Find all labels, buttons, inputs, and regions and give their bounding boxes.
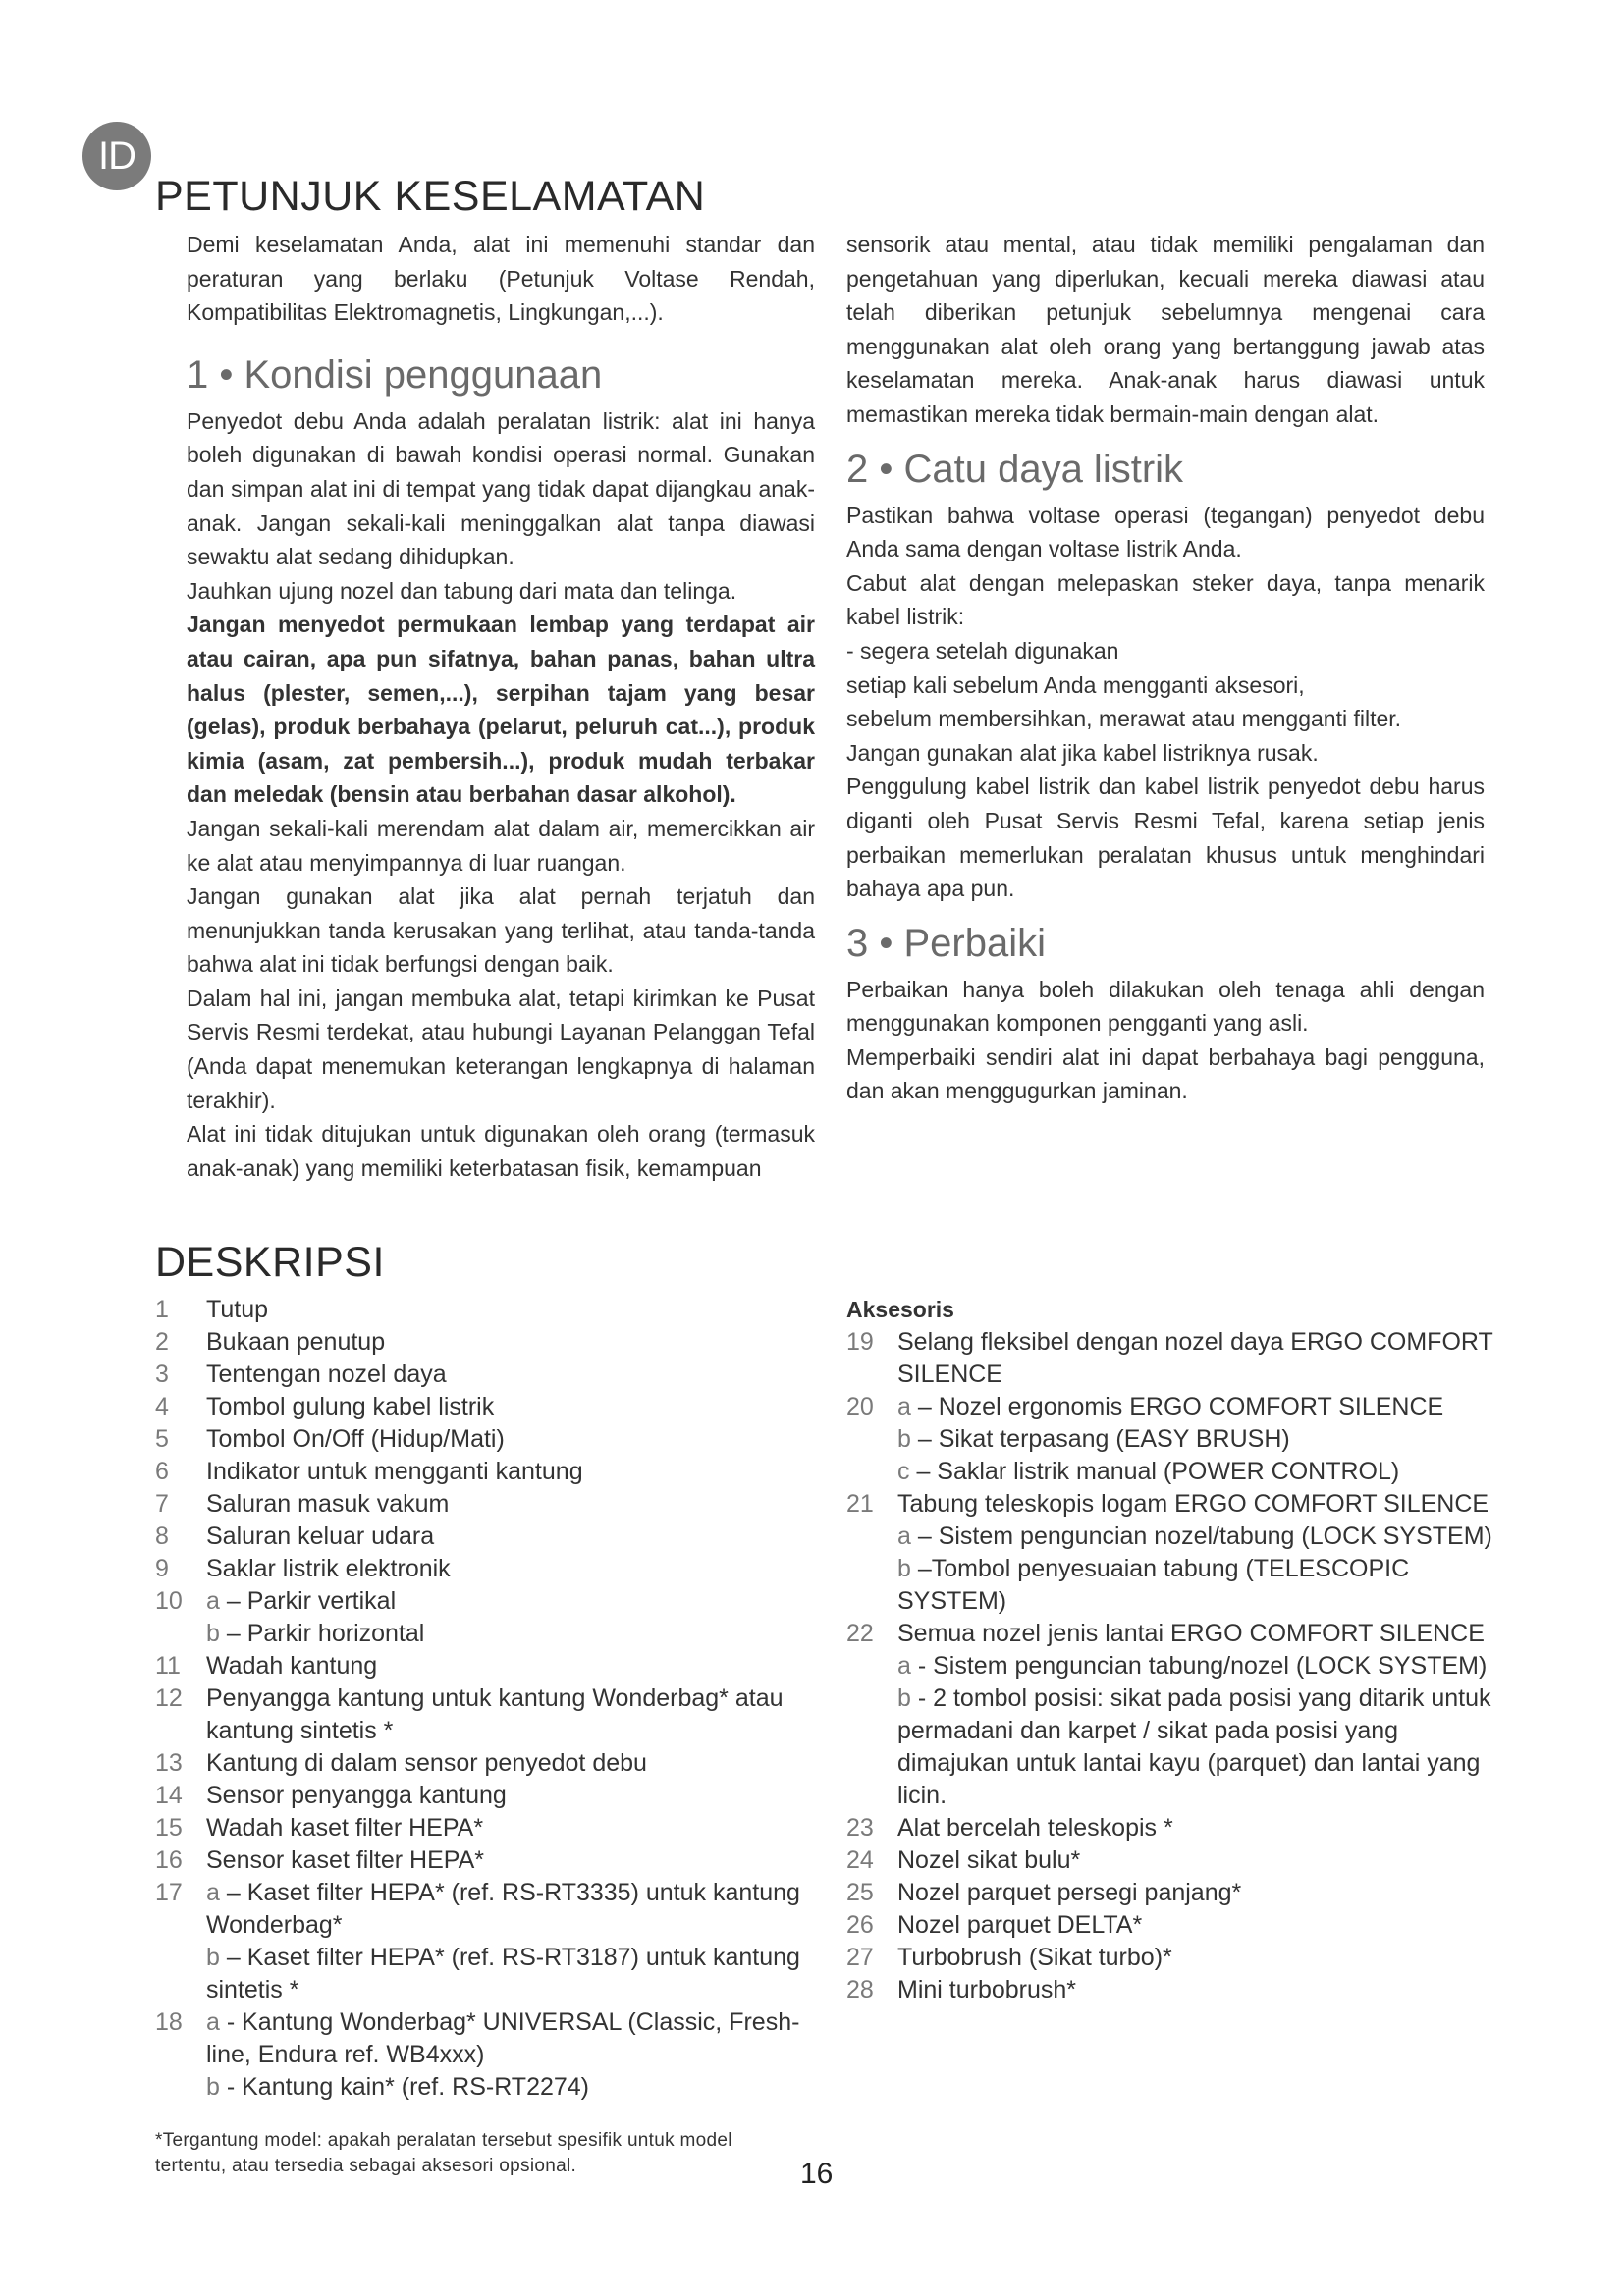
list-subitem: c – Saklar listrik manual (POWER CONTROL) [897, 1458, 1400, 1485]
section-1-heading: 1 • Kondisi penggunaan [187, 352, 603, 397]
s2-list-1: - segera setelah digunakan [846, 637, 1119, 664]
section-2-heading: 2 • Catu daya listrik [846, 447, 1184, 491]
item-number: 18 [155, 2008, 183, 2036]
item-number: 6 [155, 1458, 169, 1485]
list-item [846, 1974, 1514, 2006]
item-number: 11 [155, 1652, 181, 1680]
item-label: Kantung di dalam sensor penyedot debu [206, 1749, 647, 1777]
item-label-b: Kaset filter HEPA* (ref. RS-RT3187) untuk kantung sintetis * [206, 1944, 800, 2003]
item-label-c: Saklar listrik manual (POWER CONTROL) [937, 1458, 1400, 1485]
item-number: 7 [155, 1490, 169, 1518]
sub-letter: a [206, 1587, 220, 1615]
s1-p2: Jauhkan ujung nozel dan tabung dari mata dan telinga. [187, 577, 737, 604]
item-label: Nozel sikat bulu* [897, 1846, 1081, 1874]
item-number: 27 [846, 1944, 874, 1971]
item-label: a - Kantung Wonderbag* UNIVERSAL (Classic, Fresh-line, Endura ref. WB4xxx) [206, 2008, 800, 2068]
item-label: a – Kaset filter HEPA* (ref. RS-RT3335) untuk kantung Wonderbag* [206, 1879, 800, 1939]
sub-letter: b [206, 1944, 220, 1971]
safety-intro: Demi keselamatan Anda, alat ini memenuhi standar dan peraturan yang berlaku (Petunjuk Voltase Rendah, Kompatibilitas Elektromagnetis, Lingkungan,...). [187, 232, 815, 326]
item-label-a: Kantung Wonderbag* UNIVERSAL (Classic, Fresh-line, Endura ref. WB4xxx) [206, 2008, 800, 2068]
list-item [846, 1877, 1514, 1909]
list-item [846, 1909, 1514, 1942]
item-label-a: Sistem penguncian nozel/tabung (LOCK SYSTEM) [938, 1522, 1492, 1550]
s1-warning: Jangan menyedot permukaan lembap yang terdapat air atau cairan, apa pun sifatnya, bahan panas, bahan ultra halus (plester, semen,...), serpihan tajam yang besar (gelas), produk berbahaya (pelarut, peluruh cat...), produk kimia (asam, zat pembersih...), produk mudah terbakar dan meledak (bensin atau berbahan dasar alkohol). [187, 612, 815, 808]
sub-letter: b [897, 1425, 911, 1453]
s2-p4: Penggulung kabel listrik dan kabel listrik penyedot debu harus diganti oleh Pusat Servis Resmi Tefal, karena setiap jenis perbaikan memerlukan peralatan khusus untuk menghindari bahaya apa pun. [846, 774, 1485, 902]
item-label: Wadah kaset filter HEPA* [206, 1814, 484, 1842]
footnote: *Tergantung model: apakah peralatan tersebut spesifik untuk model tertentu, atau tersedia sebagai aksesori opsional. [155, 2130, 732, 2176]
s3-p2: Memperbaiki sendiri alat ini dapat berbahaya bagi pengguna, dan akan menggugurkan jaminan. [846, 1043, 1485, 1104]
item-label-b: Sikat terpasang (EASY BRUSH) [938, 1425, 1290, 1453]
list-item [155, 1650, 823, 1682]
s1-p5: Jangan gunakan alat jika alat pernah terjatuh dan menunjukkan tanda kerusakan yang terlihat, atau tanda-tanda bahwa alat ini tidak berfungsi dengan baik. [187, 883, 815, 978]
item-label-a: Nozel ergonomis ERGO COMFORT SILENCE [938, 1393, 1444, 1420]
page-number: 16 [800, 2158, 834, 2190]
list-item [155, 1585, 823, 1618]
list-item [155, 1456, 823, 1488]
item-label-a: Kaset filter HEPA* (ref. RS-RT3335) untuk kantung Wonderbag* [206, 1879, 800, 1939]
item-label-a: Parkir vertikal [246, 1587, 397, 1615]
item-number: 16 [155, 1846, 183, 1874]
item-number: 20 [846, 1393, 874, 1420]
s2-p1: Pastikan bahwa voltase operasi (tegangan) penyedot debu Anda sama dengan voltase listrik Anda. [846, 502, 1485, 562]
sub-letter: b [206, 1620, 220, 1647]
list-subitem: b –Tombol penyesuaian tabung (TELESCOPIC SYSTEM) [897, 1555, 1410, 1615]
item-number: 25 [846, 1879, 874, 1906]
list-item [155, 1812, 823, 1844]
item-label-a: Sistem penguncian tabung/nozel (LOCK SYSTEM) [933, 1652, 1488, 1680]
item-label: Tutup [206, 1296, 269, 1323]
sub-letter: c [897, 1458, 910, 1485]
item-label-b: Parkir horizontal [246, 1620, 425, 1647]
item-label: Mini turbobrush* [897, 1976, 1077, 2003]
list-item [155, 1391, 823, 1423]
item-number: 8 [155, 1522, 169, 1550]
item-number: 23 [846, 1814, 874, 1842]
item-label: Bukaan penutup [206, 1328, 386, 1356]
sub-letter: b [897, 1684, 911, 1712]
list-item [155, 1747, 823, 1780]
list-item [155, 1423, 823, 1456]
list-item [155, 1682, 823, 1747]
language-badge: ID [82, 122, 151, 190]
s1-p4: Jangan sekali-kali merendam alat dalam air, memercikkan air ke alat atau menyimpannya di luar ruangan. [187, 815, 815, 876]
item-number: 10 [155, 1587, 183, 1615]
item-label: Selang fleksibel dengan nozel daya ERGO COMFORT SILENCE [897, 1328, 1493, 1388]
list-subitem: b – Kaset filter HEPA* (ref. RS-RT3187) untuk kantung sintetis * [206, 1944, 800, 2003]
sub-letter: b [897, 1555, 911, 1582]
item-number: 24 [846, 1846, 874, 1874]
list-item [846, 1326, 1514, 1391]
list-subitem: b - Kantung kain* (ref. RS-RT2274) [206, 2073, 590, 2101]
item-label: Semua nozel jenis lantai ERGO COMFORT SILENCE [897, 1620, 1485, 1647]
s2-list-3: sebelum membersihkan, merawat atau mengganti filter. [846, 706, 1402, 732]
item-number: 26 [846, 1911, 874, 1939]
sub-letter: a [897, 1652, 911, 1680]
s2-list-2: setiap kali sebelum Anda mengganti aksesori, [846, 671, 1305, 698]
item-label: Turbobrush (Sikat turbo)* [897, 1944, 1172, 1971]
sub-letter: a [897, 1393, 911, 1420]
s2-p2: Cabut alat dengan melepaskan steker daya, tanpa menarik kabel listrik: [846, 569, 1485, 630]
list-item [155, 1844, 823, 1877]
safety-right-column [846, 228, 1485, 1108]
list-item [155, 1359, 823, 1391]
item-label-b: Tombol penyesuaian tabung (TELESCOPIC SYSTEM) [897, 1555, 1410, 1615]
item-number: 1 [155, 1296, 169, 1323]
section-3-heading: 3 • Perbaiki [846, 921, 1046, 965]
item-label: Sensor kaset filter HEPA* [206, 1846, 484, 1874]
item-label: a – Parkir vertikal [206, 1587, 397, 1615]
item-number: 13 [155, 1749, 183, 1777]
s3-p1: Perbaikan hanya boleh dilakukan oleh tenaga ahli dengan menggunakan komponen pengganti yang asli. [846, 976, 1485, 1037]
item-number: 22 [846, 1620, 874, 1647]
list-item [846, 1844, 1514, 1877]
sub-letter: a [206, 1879, 220, 1906]
list-item [155, 2006, 823, 2071]
list-item [846, 1391, 1514, 1423]
item-number: 14 [155, 1782, 183, 1809]
list-subitem: b – Parkir horizontal [206, 1620, 425, 1647]
list-item [155, 1877, 823, 1942]
list-item [155, 1780, 823, 1812]
item-label: Indikator untuk mengganti kantung [206, 1458, 583, 1485]
item-label: Saluran masuk vakum [206, 1490, 450, 1518]
item-label-b: Kantung kain* (ref. RS-RT2274) [242, 2073, 590, 2101]
item-number: 19 [846, 1328, 874, 1356]
s2-p3: Jangan gunakan alat jika kabel listriknya rusak. [846, 739, 1319, 766]
item-label: a – Nozel ergonomis ERGO COMFORT SILENCE [897, 1393, 1444, 1420]
safety-title: PETUNJUK KESELAMATAN [155, 173, 706, 220]
item-label: Tentengan nozel daya [206, 1361, 447, 1388]
item-number: 21 [846, 1490, 874, 1518]
description-title: DESKRIPSI [155, 1239, 385, 1286]
item-label: Tombol gulung kabel listrik [206, 1393, 495, 1420]
accessories-heading: Aksesoris [846, 1297, 954, 1322]
s1-p7-continued: sensorik atau mental, atau tidak memiliki pengalaman dan pengetahuan yang diperlukan, kecuali mereka diawasi atau telah diberikan petunjuk sebelumnya mengenai cara menggunakan alat oleh orang yang bertanggung jawab atas keselamatan mereka. Anak-anak harus diawasi untuk memastikan mereka tidak bermain-main dengan alat. [846, 232, 1485, 427]
item-number: 15 [155, 1814, 183, 1842]
list-item [846, 1618, 1514, 1650]
item-number: 12 [155, 1684, 183, 1712]
list-subitem: a - Sistem penguncian tabung/nozel (LOCK SYSTEM) [897, 1652, 1488, 1680]
list-item [846, 1488, 1514, 1521]
item-label: Tombol On/Off (Hidup/Mati) [206, 1425, 505, 1453]
list-item [155, 1326, 823, 1359]
item-label: Sensor penyangga kantung [206, 1782, 507, 1809]
safety-left-column [187, 228, 815, 1185]
s1-p1: Penyedot debu Anda adalah peralatan listrik: alat ini hanya boleh digunakan di bawah kondisi operasi normal. Gunakan dan simpan alat ini di tempat yang tidak dapat dijangkau anak-anak. Jangan sekali-kali meninggalkan alat tanpa diawasi sewaktu alat sedang dihidupkan. [187, 407, 815, 570]
item-number: 28 [846, 1976, 874, 2003]
item-number: 4 [155, 1393, 169, 1420]
list-subitem: b - 2 tombol posisi: sikat pada posisi yang ditarik untuk permadani dan karpet / sikat pada posisi yang dimajukan untuk lantai kayu (parquet) dan lantai yang licin. [897, 1684, 1491, 1809]
list-item [155, 1294, 823, 1326]
item-label: Nozel parquet persegi panjang* [897, 1879, 1242, 1906]
item-number: 9 [155, 1555, 169, 1582]
list-item [155, 1553, 823, 1585]
accessories-list [846, 1294, 1514, 2006]
item-label: Saluran keluar udara [206, 1522, 435, 1550]
sub-letter: a [897, 1522, 911, 1550]
list-item [846, 1942, 1514, 1974]
item-label: Wadah kantung [206, 1652, 378, 1680]
item-label: Tabung teleskopis logam ERGO COMFORT SILENCE [897, 1490, 1489, 1518]
item-number: 3 [155, 1361, 169, 1388]
s1-p6: Dalam hal ini, jangan membuka alat, tetapi kirimkan ke Pusat Servis Resmi terdekat, atau hubungi Layanan Pelanggan Tefal (Anda dapat menemukan keterangan lengkapnya di halaman terakhir). [187, 985, 815, 1113]
item-label: Saklar listrik elektronik [206, 1555, 451, 1582]
item-number: 5 [155, 1425, 169, 1453]
item-label: Alat bercelah teleskopis * [897, 1814, 1173, 1842]
sub-letter: b [206, 2073, 220, 2101]
item-number: 2 [155, 1328, 169, 1356]
item-label-b: 2 tombol posisi: sikat pada posisi yang ditarik untuk permadani dan karpet / sikat pada posisi yang dimajukan untuk lantai kayu (parquet) dan lantai yang licin. [897, 1684, 1491, 1809]
list-subitem: b – Sikat terpasang (EASY BRUSH) [897, 1425, 1290, 1453]
item-label: Nozel parquet DELTA* [897, 1911, 1143, 1939]
item-label: Penyangga kantung untuk kantung Wonderbag* atau kantung sintetis * [206, 1684, 784, 1744]
list-item [846, 1812, 1514, 1844]
item-number: 17 [155, 1879, 183, 1906]
list-item [155, 1521, 823, 1553]
s1-p7: Alat ini tidak ditujukan untuk digunakan oleh orang (termasuk anak-anak) yang memiliki keterbatasan fisik, kemampuan [187, 1121, 815, 1181]
description-parts-list [155, 1294, 823, 2104]
list-item [155, 1488, 823, 1521]
list-subitem: a – Sistem penguncian nozel/tabung (LOCK SYSTEM) [897, 1522, 1492, 1550]
sub-letter: a [206, 2008, 220, 2036]
